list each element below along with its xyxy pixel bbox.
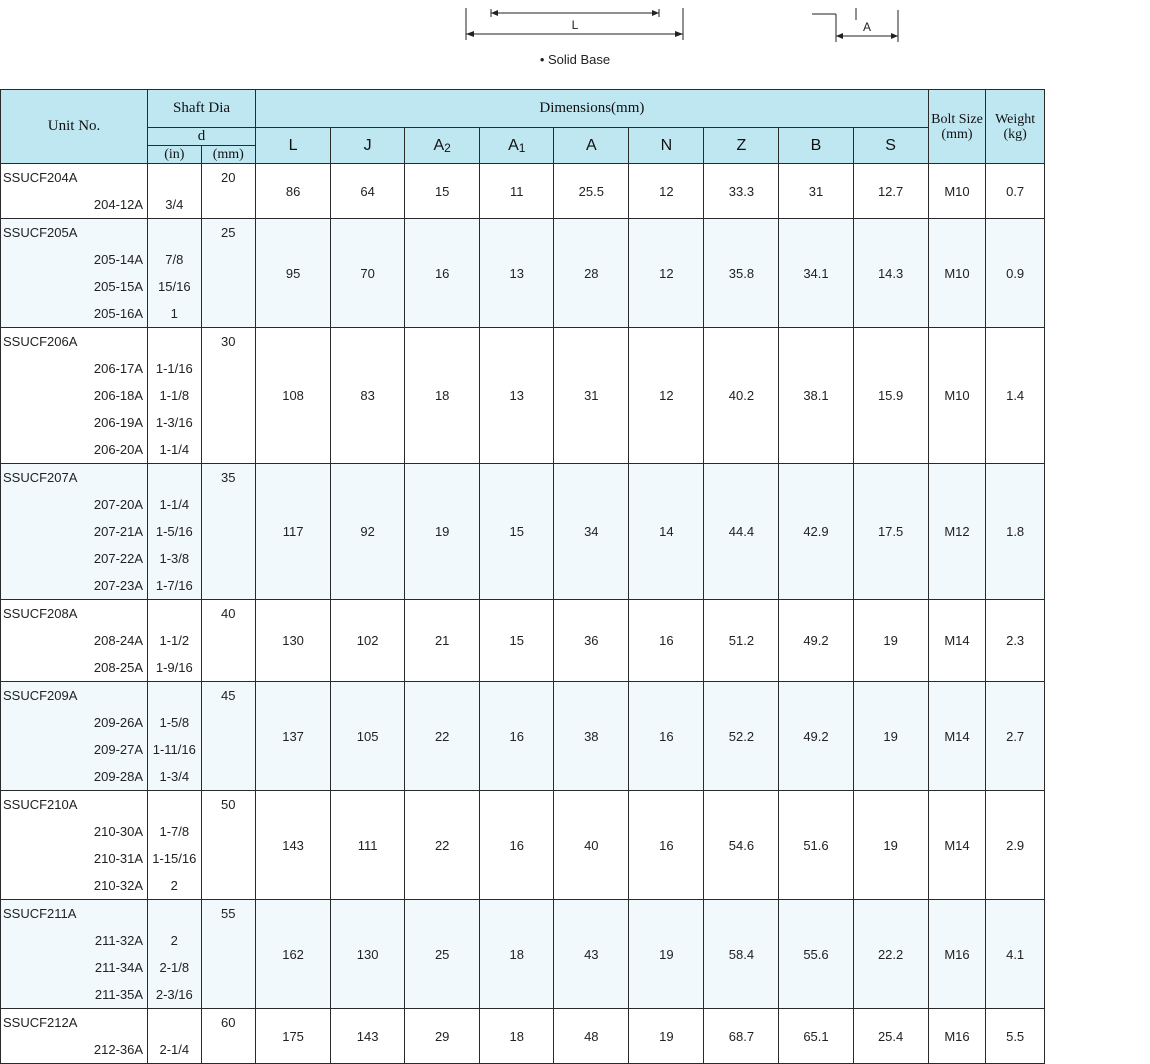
cell-z: 52.2 <box>704 682 779 791</box>
shaft-in-cell-line: 1-9/16 <box>155 660 193 675</box>
dimension-diagram <box>0 0 1013 80</box>
unit-no-cell-line: 206-19A <box>93 415 144 430</box>
cell-z: 54.6 <box>704 791 779 900</box>
cell-l: 143 <box>256 791 331 900</box>
cell-weight: 4.1 <box>986 900 1045 1009</box>
shaft-in-cell <box>148 1009 201 1064</box>
unit-no-cell-line: 207-20A <box>93 497 144 512</box>
shaft-in-cell-line: 1-7/8 <box>159 824 190 839</box>
cell-j: 105 <box>331 682 405 791</box>
cell-a2: 29 <box>405 1009 480 1064</box>
unit-no-cell-line: 211-35A <box>94 987 144 1002</box>
cell-weight: 2.7 <box>986 682 1045 791</box>
cell-a: 36 <box>554 600 629 682</box>
unit-no-cell-line: SSUCF208A <box>3 606 78 621</box>
cell-z: 40.2 <box>704 328 779 464</box>
unit-no-cell-line: SSUCF210A <box>3 797 78 812</box>
shaft-in-cell <box>148 682 201 791</box>
shaft-in-cell-line: 15/16 <box>158 279 191 294</box>
cell-a: 28 <box>554 219 629 328</box>
cell-s: 19 <box>853 600 928 682</box>
cell-bolt: M10 <box>928 164 986 219</box>
unit-no-cell-line: 210-31A <box>93 851 144 866</box>
cell-weight: 1.4 <box>986 328 1045 464</box>
unit-no-cell-line: SSUCF212A <box>3 1015 78 1030</box>
shaft-in-cell-line: 2 <box>170 878 178 893</box>
unit-no-cell-line: SSUCF205A <box>3 225 78 240</box>
shaft-in-cell-line: 3/4 <box>165 197 184 212</box>
unit-no-cell-line: 207-22A <box>93 551 144 566</box>
unit-no-cell-line: 209-26A <box>93 715 144 730</box>
shaft-mm-cell <box>201 164 256 219</box>
cell-n: 19 <box>629 900 704 1009</box>
cell-bolt: M16 <box>928 900 986 1009</box>
unit-no-cell-line: 210-32A <box>93 878 144 893</box>
header-weight: Weight (kg) <box>986 90 1045 164</box>
table-row <box>1 164 1045 219</box>
shaft-in-cell <box>148 600 201 682</box>
table-row <box>1 328 1045 464</box>
shaft-mm-cell <box>201 682 256 791</box>
cell-z: 58.4 <box>704 900 779 1009</box>
cell-a2: 15 <box>405 164 480 219</box>
cell-a: 43 <box>554 900 629 1009</box>
cell-a1: 15 <box>480 600 554 682</box>
shaft-in-cell-line: 1-1/4 <box>159 442 190 457</box>
cell-n: 19 <box>629 1009 704 1064</box>
unit-no-cell-line: SSUCF209A <box>3 688 78 703</box>
shaft-in-cell-line <box>148 328 200 355</box>
shaft-mm-value: 60 <box>221 1015 236 1030</box>
shaft-in-cell-line: 1-7/16 <box>155 578 193 593</box>
cell-a2: 21 <box>405 600 480 682</box>
unit-no-cell <box>1 682 148 791</box>
cell-j: 130 <box>331 900 405 1009</box>
cell-b: 49.2 <box>779 600 853 682</box>
cell-l: 130 <box>256 600 331 682</box>
dimension-a-label: A <box>862 20 872 34</box>
cell-l: 162 <box>256 900 331 1009</box>
cell-j: 102 <box>331 600 405 682</box>
table-row <box>1 464 1045 600</box>
cell-s: 12.7 <box>853 164 928 219</box>
shaft-mm-value: 55 <box>221 906 236 921</box>
cell-a2: 16 <box>405 219 480 328</box>
shaft-in-cell-line: 1-1/4 <box>159 497 190 512</box>
cell-a1: 16 <box>480 682 554 791</box>
cell-bolt: M16 <box>928 1009 986 1064</box>
shaft-in-cell-line: 1-5/16 <box>155 524 193 539</box>
shaft-mm-value: 40 <box>221 606 236 621</box>
spec-table-body <box>1 164 1045 1064</box>
unit-no-cell <box>1 900 148 1009</box>
shaft-mm-cell <box>201 464 256 600</box>
cell-s: 19 <box>853 791 928 900</box>
table-row <box>1 600 1045 682</box>
header-col-a: A <box>554 128 629 164</box>
shaft-mm-value: 30 <box>221 334 236 349</box>
cell-z: 35.8 <box>704 219 779 328</box>
cell-s: 14.3 <box>853 219 928 328</box>
cell-a: 34 <box>554 464 629 600</box>
shaft-mm-cell <box>201 219 256 328</box>
cell-a2: 19 <box>405 464 480 600</box>
unit-no-cell-line: 207-21A <box>93 524 144 539</box>
header-col-b: B <box>779 128 853 164</box>
cell-z: 44.4 <box>704 464 779 600</box>
cell-n: 12 <box>629 328 704 464</box>
cell-s: 25.4 <box>853 1009 928 1064</box>
table-row <box>1 791 1045 900</box>
shaft-in-cell <box>148 464 201 600</box>
unit-no-cell <box>1 464 148 600</box>
unit-no-cell <box>1 328 148 464</box>
cell-b: 55.6 <box>779 900 853 1009</box>
dimension-l-label: L <box>571 18 579 32</box>
shaft-mm-cell <box>201 328 256 464</box>
cell-b: 65.1 <box>779 1009 853 1064</box>
unit-no-cell-line: 210-30A <box>93 824 144 839</box>
header-col-l: L <box>256 128 331 164</box>
unit-no-cell-line: SSUCF211A <box>3 906 77 921</box>
unit-no-cell-line: 209-27A <box>93 742 144 757</box>
shaft-in-cell-line <box>148 1009 200 1036</box>
header-col-a1: A1 <box>480 128 554 164</box>
cell-l: 86 <box>256 164 331 219</box>
cell-s: 19 <box>853 682 928 791</box>
cell-l: 175 <box>256 1009 331 1064</box>
shaft-mm-value: 45 <box>221 688 236 703</box>
cell-b: 49.2 <box>779 682 853 791</box>
table-row <box>1 219 1045 328</box>
shaft-in-cell-line: 2 <box>170 933 178 948</box>
header-unit-no: Unit No. <box>1 90 148 164</box>
shaft-in-cell-line: 1-1/2 <box>159 633 190 648</box>
cell-l: 117 <box>256 464 331 600</box>
shaft-mm-cell <box>201 900 256 1009</box>
shaft-in-cell-line <box>148 164 200 191</box>
cell-weight: 5.5 <box>986 1009 1045 1064</box>
cell-a: 48 <box>554 1009 629 1064</box>
shaft-in-cell-line: 7/8 <box>165 252 184 267</box>
cell-j: 92 <box>331 464 405 600</box>
cell-j: 70 <box>331 219 405 328</box>
cell-n: 16 <box>629 791 704 900</box>
cell-a: 31 <box>554 328 629 464</box>
cell-j: 143 <box>331 1009 405 1064</box>
cell-bolt: M14 <box>928 682 986 791</box>
cell-n: 12 <box>629 164 704 219</box>
shaft-in-cell-line: 1-15/16 <box>152 851 197 866</box>
cell-j: 83 <box>331 328 405 464</box>
cell-b: 38.1 <box>779 328 853 464</box>
shaft-in-cell-line: 2-1/4 <box>159 1042 190 1057</box>
cell-weight: 2.3 <box>986 600 1045 682</box>
shaft-mm-value: 25 <box>221 225 236 240</box>
unit-no-cell-line: SSUCF204A <box>3 170 78 185</box>
shaft-in-cell-line: 1-5/8 <box>159 715 190 730</box>
unit-no-cell <box>1 600 148 682</box>
unit-no-cell-line: 212-36A <box>93 1042 144 1057</box>
shaft-in-cell <box>148 900 201 1009</box>
unit-no-cell <box>1 164 148 219</box>
unit-no-cell-line: 211-34A <box>94 960 144 975</box>
cell-a2: 18 <box>405 328 480 464</box>
unit-no-cell-line: 208-24A <box>93 633 144 648</box>
unit-no-cell <box>1 1009 148 1064</box>
shaft-in-cell <box>148 164 201 219</box>
cell-l: 95 <box>256 219 331 328</box>
shaft-in-cell <box>148 791 201 900</box>
shaft-in-cell-line: 1-11/16 <box>152 742 196 757</box>
table-row <box>1 900 1045 1009</box>
cell-b: 31 <box>779 164 853 219</box>
cell-a1: 18 <box>480 1009 554 1064</box>
cell-z: 51.2 <box>704 600 779 682</box>
shaft-mm-cell <box>201 1009 256 1064</box>
shaft-mm-value: 20 <box>221 170 236 185</box>
shaft-in-cell-line <box>148 600 200 627</box>
header-bolt-size: Bolt Size (mm) <box>928 90 986 164</box>
shaft-in-cell-line: 1-1/8 <box>159 388 190 403</box>
header-col-n: N <box>629 128 704 164</box>
spec-table <box>0 89 1045 1064</box>
cell-n: 12 <box>629 219 704 328</box>
cell-b: 34.1 <box>779 219 853 328</box>
shaft-in-cell-line: 2-1/8 <box>159 960 190 975</box>
shaft-in-cell-line <box>148 219 200 246</box>
cell-l: 137 <box>256 682 331 791</box>
unit-no-cell-line: 208-25A <box>93 660 144 675</box>
cell-a1: 18 <box>480 900 554 1009</box>
cell-b: 42.9 <box>779 464 853 600</box>
cell-a: 40 <box>554 791 629 900</box>
header-col-j: J <box>331 128 405 164</box>
cell-a: 25.5 <box>554 164 629 219</box>
cell-weight: 0.7 <box>986 164 1045 219</box>
shaft-in-cell-line <box>148 464 200 491</box>
cell-a1: 13 <box>480 219 554 328</box>
unit-no-cell-line: 205-14A <box>93 252 144 267</box>
header-dimensions: Dimensions(mm) <box>256 90 929 128</box>
shaft-mm-value: 35 <box>221 470 236 485</box>
shaft-in-cell <box>148 219 201 328</box>
unit-no-cell-line: 209-28A <box>93 769 144 784</box>
unit-no-cell-line: 207-23A <box>93 578 144 593</box>
cell-a1: 11 <box>480 164 554 219</box>
header-mm: (mm) <box>201 146 256 164</box>
cell-a2: 25 <box>405 900 480 1009</box>
header-col-a2: A2 <box>405 128 480 164</box>
cell-s: 17.5 <box>853 464 928 600</box>
unit-no-cell-line: 206-18A <box>93 388 144 403</box>
cell-bolt: M14 <box>928 600 986 682</box>
header-shaft-dia: Shaft Dia <box>148 90 256 128</box>
unit-no-cell-line: SSUCF207A <box>3 470 78 485</box>
cell-s: 15.9 <box>853 328 928 464</box>
shaft-in-cell-line: 2-3/16 <box>155 987 193 1002</box>
cell-j: 64 <box>331 164 405 219</box>
cell-a1: 13 <box>480 328 554 464</box>
shaft-in-cell-line <box>148 791 200 818</box>
cell-n: 16 <box>629 682 704 791</box>
cell-a2: 22 <box>405 682 480 791</box>
unit-no-cell-line: 206-20A <box>93 442 144 457</box>
cell-weight: 1.8 <box>986 464 1045 600</box>
cell-l: 108 <box>256 328 331 464</box>
unit-no-cell-line: 205-16A <box>93 306 144 321</box>
cell-s: 22.2 <box>853 900 928 1009</box>
cell-bolt: M10 <box>928 328 986 464</box>
cell-b: 51.6 <box>779 791 853 900</box>
diagram-caption: • Solid Base <box>539 52 611 67</box>
unit-no-cell-line: 206-17A <box>93 361 144 376</box>
unit-no-cell-line: 211-32A <box>94 933 144 948</box>
shaft-in-cell-line: 1-1/16 <box>155 361 193 376</box>
shaft-in-cell-line: 1-3/16 <box>155 415 193 430</box>
unit-no-cell-line: SSUCF206A <box>3 334 78 349</box>
cell-bolt: M10 <box>928 219 986 328</box>
shaft-mm-cell <box>201 600 256 682</box>
shaft-in-cell-line <box>148 900 200 927</box>
header-col-s: S <box>853 128 928 164</box>
unit-no-cell <box>1 219 148 328</box>
cell-z: 68.7 <box>704 1009 779 1064</box>
shaft-mm-cell <box>201 791 256 900</box>
cell-n: 14 <box>629 464 704 600</box>
cell-a: 38 <box>554 682 629 791</box>
cell-bolt: M14 <box>928 791 986 900</box>
cell-n: 16 <box>629 600 704 682</box>
unit-no-cell <box>1 791 148 900</box>
cell-weight: 2.9 <box>986 791 1045 900</box>
shaft-in-cell-line: 1-3/4 <box>159 769 190 784</box>
table-row <box>1 1009 1045 1064</box>
cell-weight: 0.9 <box>986 219 1045 328</box>
header-d: d <box>148 128 256 146</box>
header-col-z: Z <box>704 128 779 164</box>
cell-a1: 16 <box>480 791 554 900</box>
shaft-in-cell-line: 1 <box>170 306 178 321</box>
shaft-in-cell <box>148 328 201 464</box>
cell-bolt: M12 <box>928 464 986 600</box>
shaft-mm-value: 50 <box>221 797 236 812</box>
cell-a1: 15 <box>480 464 554 600</box>
unit-no-cell-line: 205-15A <box>93 279 144 294</box>
cell-a2: 22 <box>405 791 480 900</box>
cell-j: 111 <box>331 791 405 900</box>
unit-no-cell-line: 204-12A <box>93 197 144 212</box>
shaft-in-cell-line <box>148 682 200 709</box>
header-in: (in) <box>148 146 201 164</box>
shaft-in-cell-line: 1-3/8 <box>159 551 190 566</box>
cell-z: 33.3 <box>704 164 779 219</box>
table-row <box>1 682 1045 791</box>
